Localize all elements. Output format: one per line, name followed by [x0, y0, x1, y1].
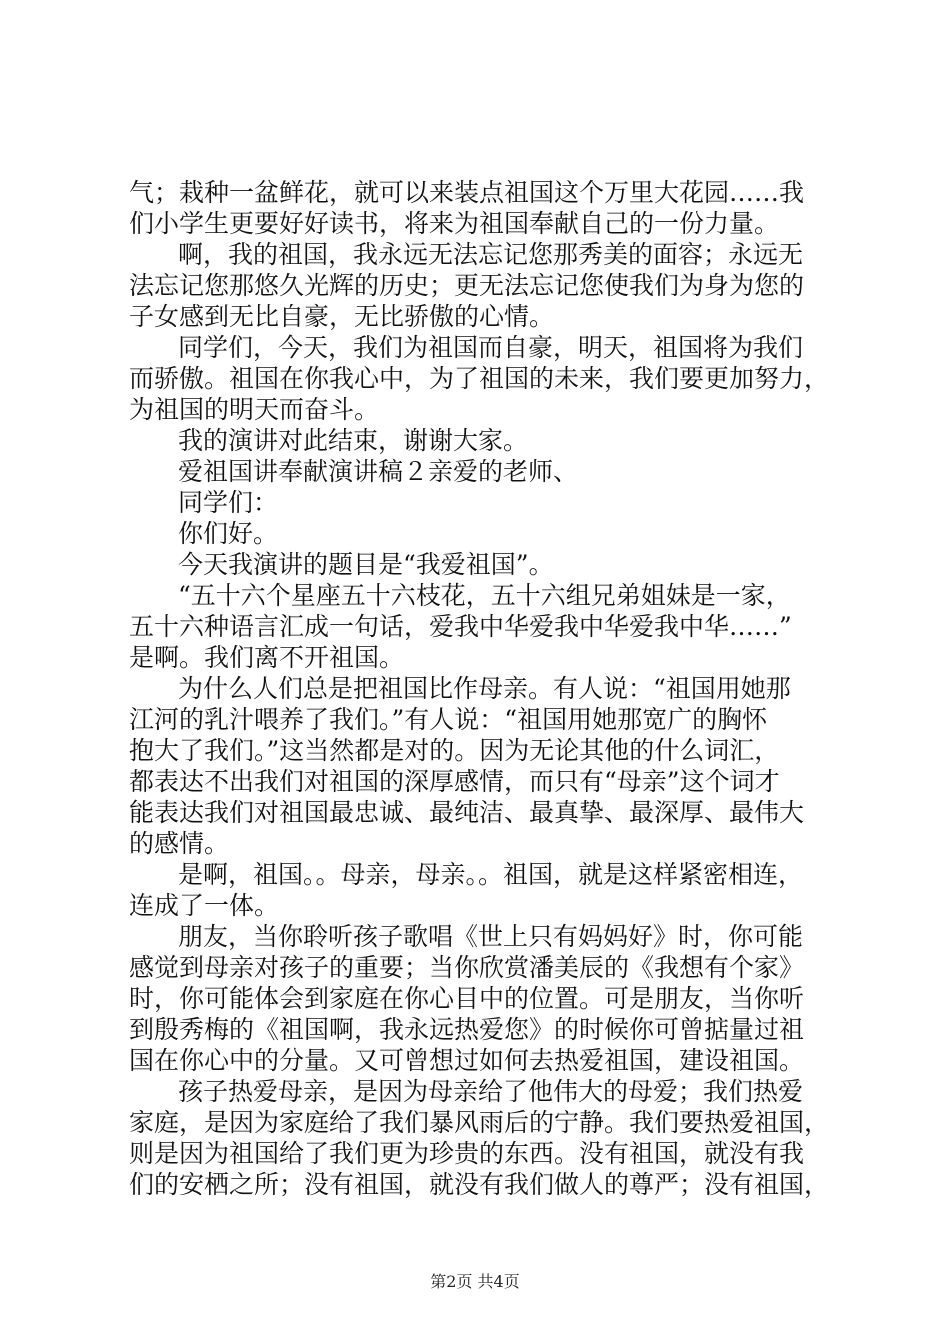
- text-line: 国在你心中的分量。又可曾想过如何去热爱祖国，建设祖国。: [129, 1046, 805, 1075]
- text-line: 朋友，当你聆听孩子歌唱《世上只有妈妈好》时，你可能: [178, 922, 804, 951]
- text-line: 五十六种语言汇成一句话，爱我中华爱我中华爱我中华……”: [129, 612, 792, 641]
- text-line: 江河的乳汁喂养了我们。”有人说：“祖国用她那宽广的胸怀: [129, 705, 768, 734]
- text-line: 今天我演讲的题目是“我爱祖国”。: [178, 550, 554, 579]
- text-line: 则是因为祖国给了我们更为珍贵的东西。没有祖国，就没有我: [129, 1139, 805, 1168]
- text-line: 们的安栖之所；没有祖国，就没有我们做人的尊严；没有祖国，: [129, 1170, 830, 1199]
- text-line: 都表达不出我们对祖国的深厚感情，而只有“母亲”这个词才: [129, 767, 780, 796]
- text-line: 啊，我的祖国，我永远无法忘记您那秀美的面容；永远无: [178, 240, 804, 269]
- text-line: 我的演讲对此结束，谢谢大家。: [178, 426, 529, 455]
- text-line: 抱大了我们。”这当然都是对的。因为无论其他的什么词汇，: [129, 736, 780, 765]
- text-line: 爱祖国讲奉献演讲稿２亲爱的老师、: [178, 457, 579, 486]
- text-line: 是啊，祖国。。母亲，母亲。。祖国，就是这样紧密相连，: [178, 860, 804, 889]
- text-line: 为祖国的明天而奋斗。: [129, 395, 380, 424]
- text-line: “五十六个星座五十六枝花，五十六组兄弟姐妹是一家，: [178, 581, 791, 610]
- text-line: 能表达我们对祖国最忠诚、最纯洁、最真挚、最深厚、最伟大: [129, 798, 805, 827]
- text-line: 到殷秀梅的《祖国啊，我永远热爱您》的时候你可曾掂量过祖: [129, 1015, 805, 1044]
- text-line: 你们好。: [178, 519, 279, 548]
- text-line: 为什么人们总是把祖国比作母亲。有人说：“祖国用她那: [178, 674, 791, 703]
- text-line: 法忘记您那悠久光辉的历史；更无法忘记您使我们为身为您的: [129, 271, 805, 300]
- text-line: 感觉到母亲对孩子的重要；当你欣赏潘美辰的《我想有个家》: [129, 953, 805, 982]
- text-line: 而骄傲。祖国在你我心中，为了祖国的未来，我们要更加努力，: [129, 364, 830, 393]
- text-line: 气；栽种一盆鲜花，就可以来装点祖国这个万里大花园……我: [129, 178, 805, 207]
- text-line: 同学们：: [178, 488, 279, 517]
- text-line: 家庭，是因为家庭给了我们暴风雨后的宁静。我们要热爱祖国，: [129, 1108, 830, 1137]
- text-line: 的感情。: [129, 829, 230, 858]
- text-line: 时，你可能体会到家庭在你心目中的位置。可是朋友，当你听: [129, 984, 805, 1013]
- text-line: 孩子热爱母亲，是因为母亲给了他伟大的母爱；我们热爱: [178, 1077, 804, 1106]
- text-line: 子女感到无比自豪，无比骄傲的心情。: [129, 302, 555, 331]
- page-number-footer: 第2页 共4页: [430, 1272, 520, 1291]
- text-line: 是啊。我们离不开祖国。: [129, 643, 405, 672]
- text-line: 们小学生更要好好读书，将来为祖国奉献自己的一份力量。: [129, 209, 780, 238]
- text-line: 同学们，今天，我们为祖国而自豪，明天，祖国将为我们: [178, 333, 804, 362]
- text-line: 连成了一体。: [129, 891, 280, 920]
